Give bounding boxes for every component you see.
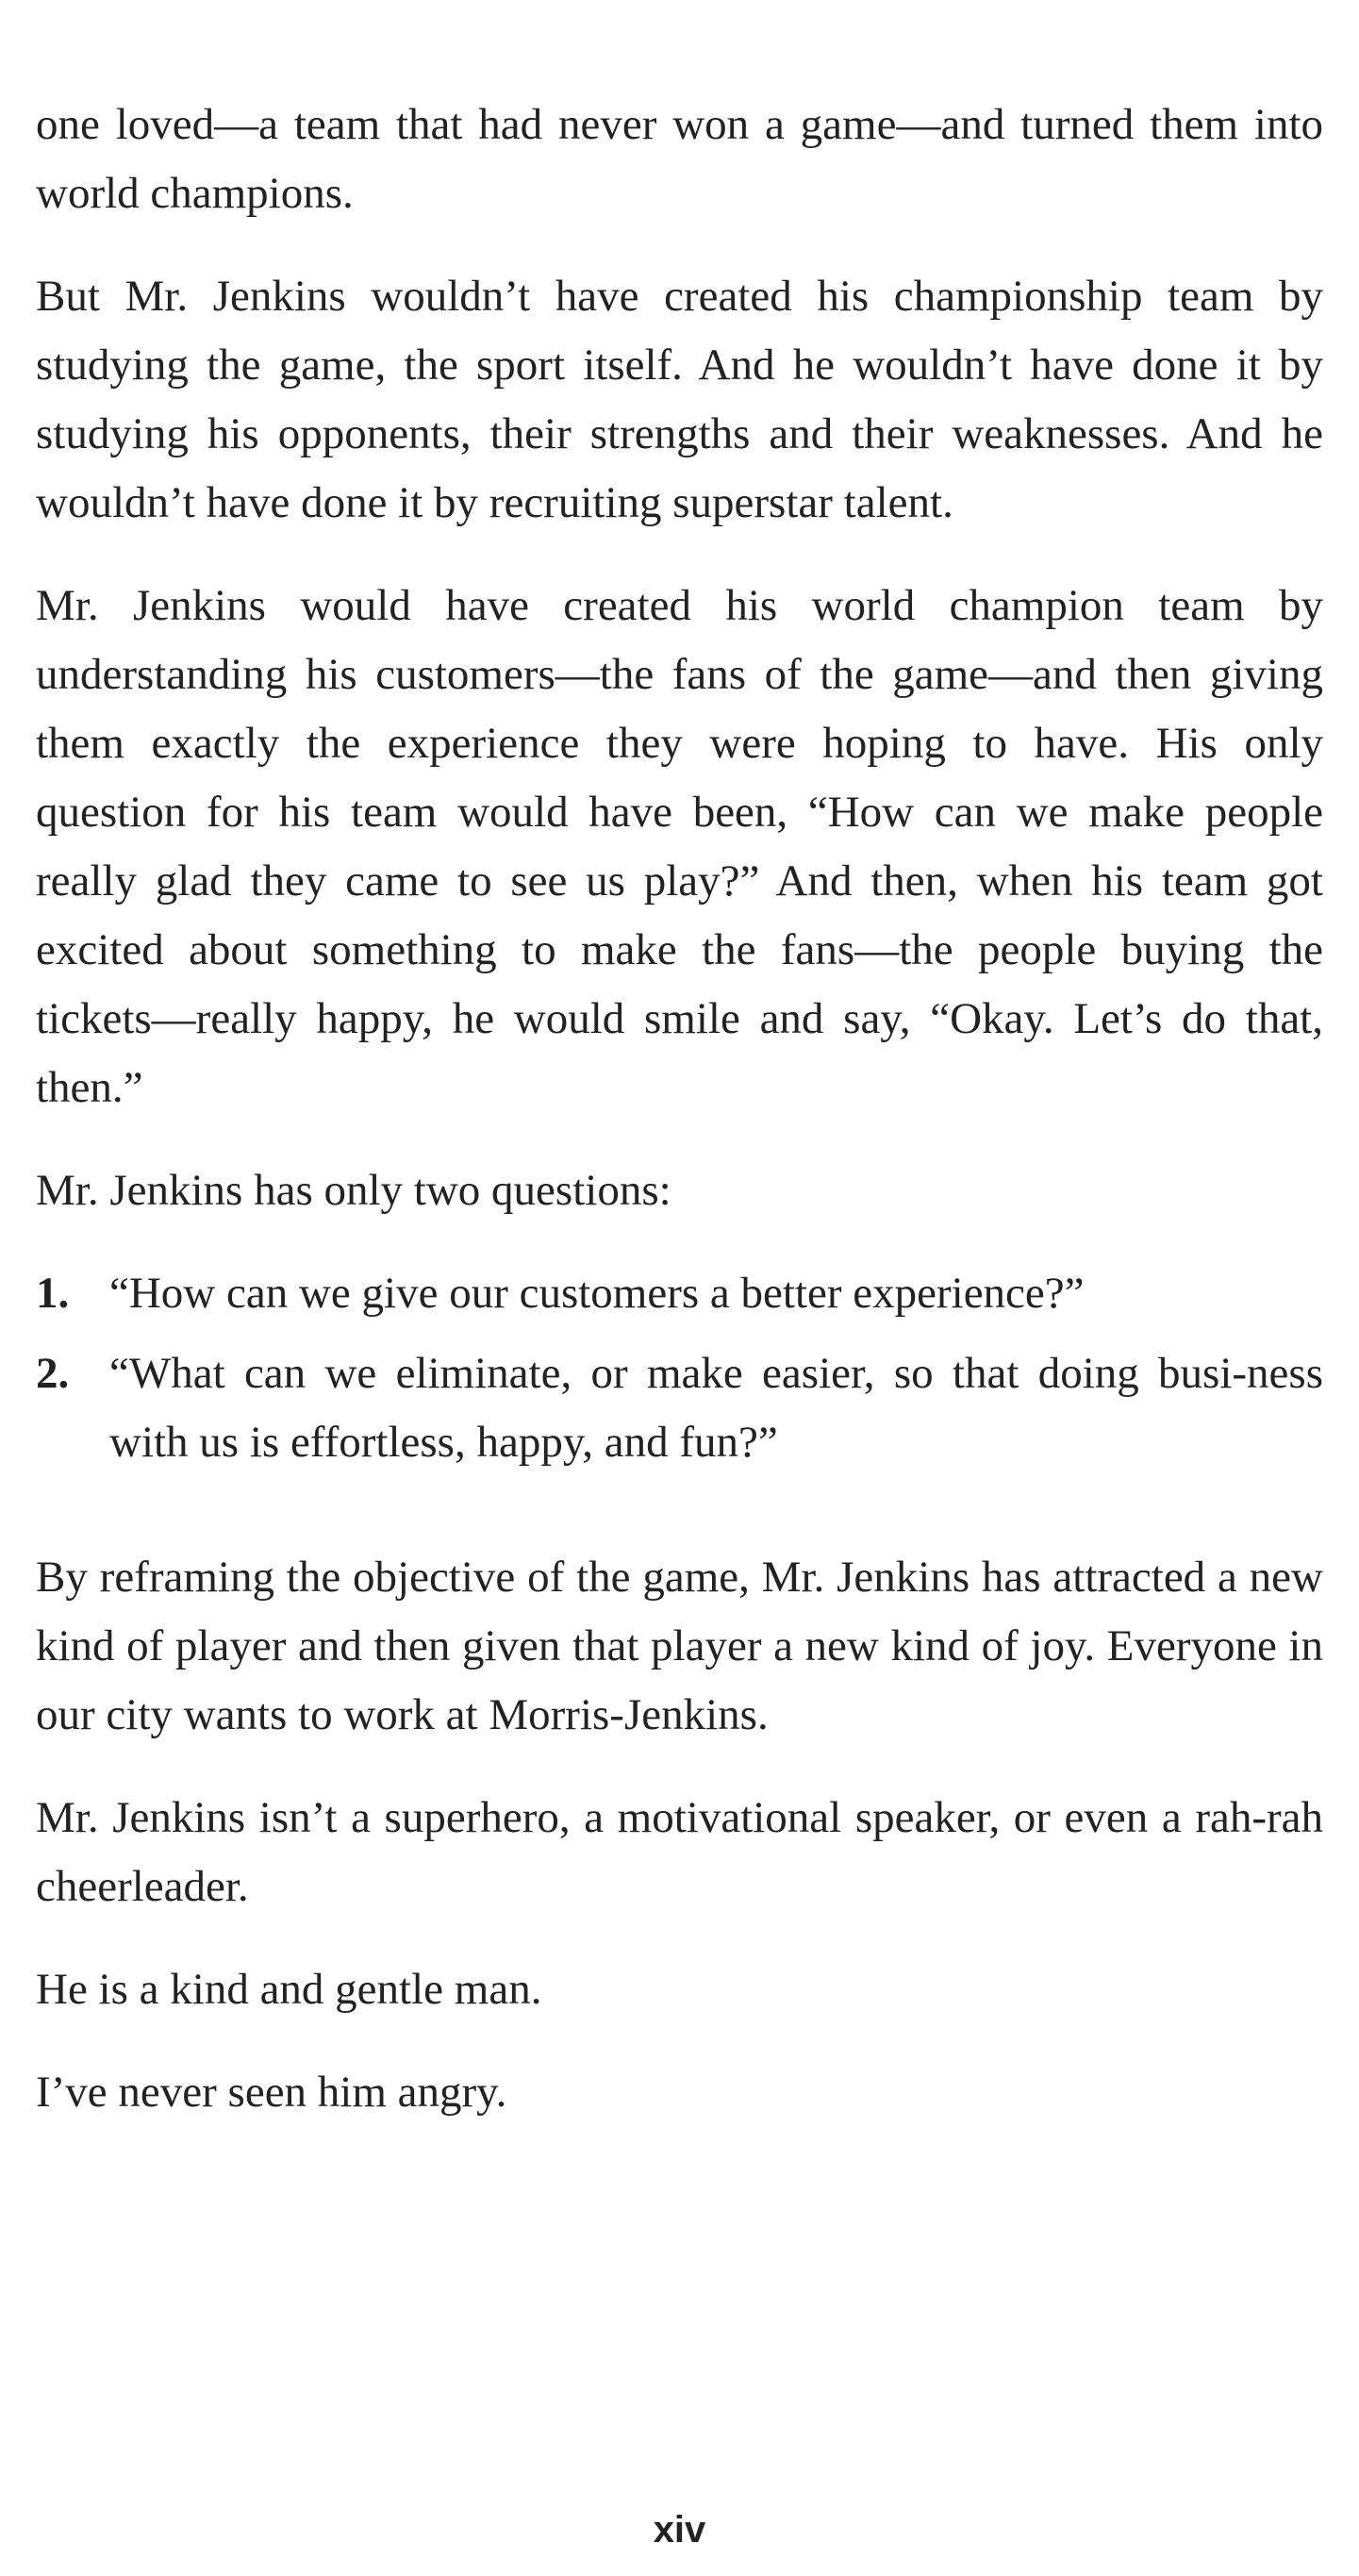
list-number: 2. [36, 1349, 70, 1398]
paragraph: I’ve never seen him angry. [36, 2068, 507, 2117]
paragraph: By reframing the objective of the game, Mr. Jenkins has attracted a new kind of player and then given that player a new kind of joy. Everyone in our city wants to work at Morris-Jenkins. [36, 1553, 1323, 1739]
list-item-text: “What can we eliminate, or make easier, so that doing busi-ness with us is effortless, happy, and fun?” [109, 1349, 1323, 1467]
paragraph: He is a kind and gentle man. [36, 1965, 542, 2014]
list-item [36, 1339, 1323, 1477]
list-number: 1. [36, 1269, 70, 1318]
paragraph: Mr. Jenkins would have created his world champion team by understanding his customers—the fans of the game—and then giving them exactly the experience they were hoping to have. His only question for his team would have been, “How can we make people really glad they came to see us play?” And then, when his team got excited about something to make the fans—the people buying the tickets—really happy, he would smile and say, “Okay. Let’s do that, then.” [36, 581, 1323, 1112]
questions-list [36, 1259, 1323, 1477]
paragraph: one loved—a team that had never won a game—and turned them into world champions. [36, 100, 1323, 218]
paragraph: Mr. Jenkins has only two questions: [36, 1166, 671, 1215]
paragraph: But Mr. Jenkins wouldn’t have created his championship team by studying the game, the sport itself. And he wouldn’t have done it by studying his opponents, their strengths and their weaknesses. And he wouldn’t have done it by recruiting superstar talent. [36, 272, 1323, 527]
list-item [36, 1259, 1323, 1328]
paragraph: Mr. Jenkins isn’t a superhero, a motivational speaker, or even a rah-rah cheerleader. [36, 1793, 1323, 1911]
page-body [36, 91, 1323, 2161]
page-number: xiv [653, 2509, 706, 2551]
list-item-text: “How can we give our customers a better experience?” [109, 1269, 1085, 1318]
